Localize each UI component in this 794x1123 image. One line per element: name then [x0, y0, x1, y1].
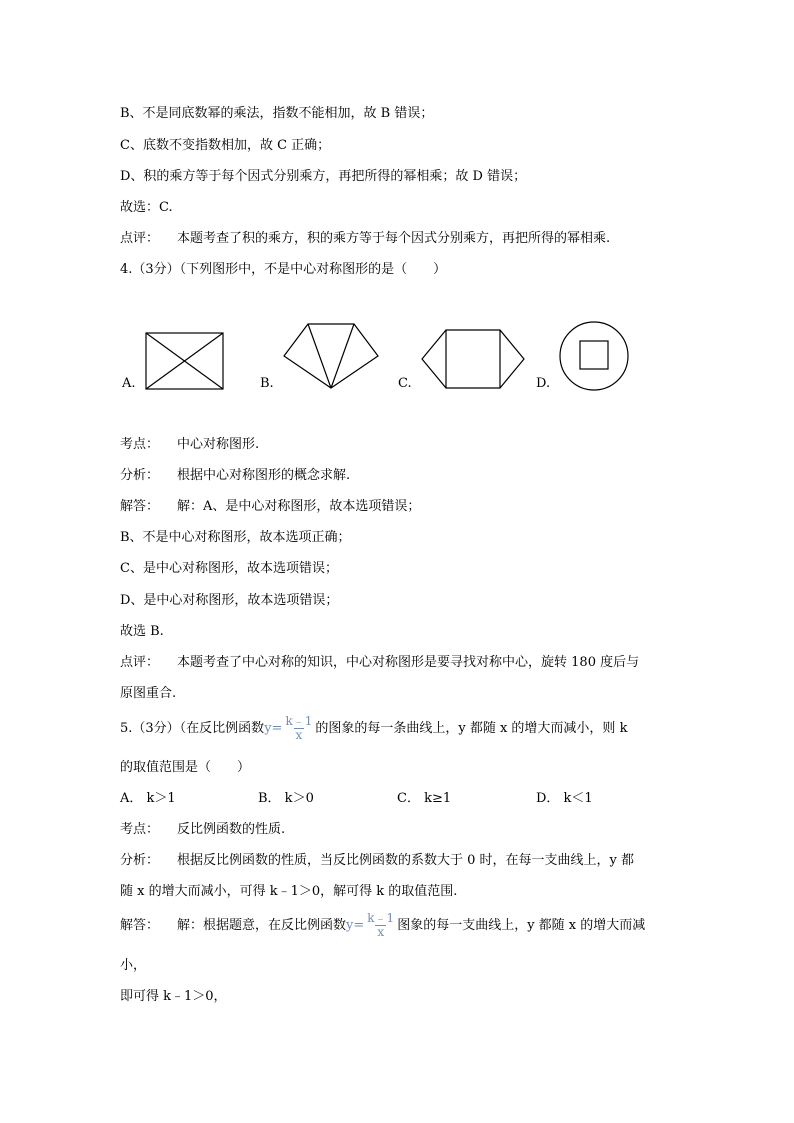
q4-kaodian: [120, 437, 259, 453]
function-fraction: [365, 912, 396, 939]
prev-option-c-text: C、底数不变指数相加，故 C 正确；: [120, 138, 331, 153]
q5-option-d: D． k＜1: [536, 791, 593, 806]
prev-option-d-text: D、积的乘方等于每个因式分别乘方，再把所得的幂相乘；故 D 错误；: [120, 169, 527, 184]
prev-answer: 故选：C.: [120, 200, 173, 215]
fraction-numerator: k﹣1: [367, 911, 395, 925]
q4-answer: 故选 B.: [120, 624, 164, 639]
kaodian-text: 中心对称图形.: [177, 437, 260, 452]
q5-kaodian: [120, 822, 285, 838]
fraction-numerator: k﹣1: [285, 714, 313, 728]
fenxi-label: 分析：: [120, 468, 160, 483]
q4-analysis-b: B、不是中心对称图形，故本选项正确；: [120, 530, 351, 545]
comment-text: 本题考查了中心对称的知识，中心对称图形是要寻找对称中心，旋转 180 度后与: [177, 655, 640, 670]
q4-figure-c: [420, 328, 526, 390]
q4-stem: 4.（3分）（下列图形中，不是中心对称图形的是（ ）: [120, 262, 447, 277]
kaodian-label: 考点：: [120, 437, 160, 452]
q5-stem: [120, 714, 627, 744]
q4-comment-cont: 原图重合.: [120, 686, 177, 701]
q5-fenxi-cont: 随 x 的增大而减小，可得 k﹣1＞0，解可得 k 的取值范围.: [120, 884, 458, 899]
fraction-denominator: x: [377, 925, 385, 939]
prev-option-b-text: B、不是同底数幂的乘法，指数不能相加，故 B 错误；: [120, 106, 434, 121]
fenxi-label: 分析：: [120, 853, 160, 868]
jieda-text: 解：A、是中心对称图形，故本选项错误；: [177, 499, 421, 514]
q4-figure-b: [282, 322, 380, 390]
q4-fenxi: [120, 468, 350, 484]
q4-jieda: [120, 499, 420, 515]
q5-fenxi: [120, 853, 634, 869]
q5-option-c: C． k≥1: [397, 791, 452, 806]
comment-text: 本题考查了积的乘方，积的乘方等于每个因式分别乘方，再把所得的幂相乘.: [177, 231, 611, 246]
q5-stem-end: 的图象的每一条曲线上，y 都随 x 的增大而减小，则 k: [315, 721, 628, 736]
q5-jieda: [120, 911, 645, 941]
function-y: y=: [264, 721, 283, 736]
q5-jieda-step: 即可得 k﹣1＞0，: [120, 989, 227, 1004]
q4-option-a-label: A.: [122, 376, 136, 391]
jieda-label: 解答：: [120, 918, 160, 933]
q4-option-b-label: B.: [260, 376, 274, 391]
jieda-text-start: 解：根据题意，在反比例函数: [177, 918, 347, 933]
kaodian-text: 反比例函数的性质.: [177, 822, 286, 837]
q4-option-c-label: C.: [398, 376, 412, 391]
q4-option-d-label: D.: [536, 376, 551, 391]
fraction-denominator: x: [295, 728, 303, 742]
q4-analysis-c: C、是中心对称图形，故本选项错误；: [120, 561, 338, 576]
prev-comment: [120, 231, 610, 247]
q4-analysis-d: D、是中心对称图形，故本选项错误；: [120, 593, 339, 608]
function-y: y=: [346, 918, 365, 933]
q5-jieda-cont: 小，: [120, 958, 147, 973]
q5-stem-cont: 的取值范围是（ ）: [120, 760, 251, 775]
fenxi-text: 根据反比例函数的性质，当反比例函数的系数大于 0 时，在每一支曲线上，y 都: [177, 853, 635, 868]
function-fraction: [283, 715, 314, 742]
q4-comment: [120, 655, 639, 671]
kaodian-label: 考点：: [120, 822, 160, 837]
jieda-label: 解答：: [120, 499, 160, 514]
q4-figure-d: [558, 320, 630, 392]
comment-label: 点评：: [120, 231, 160, 246]
q4-figure-a: [144, 331, 226, 391]
q5-option-b: B． k＞0: [258, 791, 314, 806]
comment-label: 点评：: [120, 655, 160, 670]
q5-option-a: A． k＞1: [120, 791, 176, 806]
q5-stem-start: 5.（3分）（在反比例函数: [120, 721, 265, 736]
jieda-text-end: 图象的每一支曲线上，y 都随 x 的增大而减: [397, 918, 646, 933]
fenxi-text: 根据中心对称图形的概念求解.: [177, 468, 351, 483]
